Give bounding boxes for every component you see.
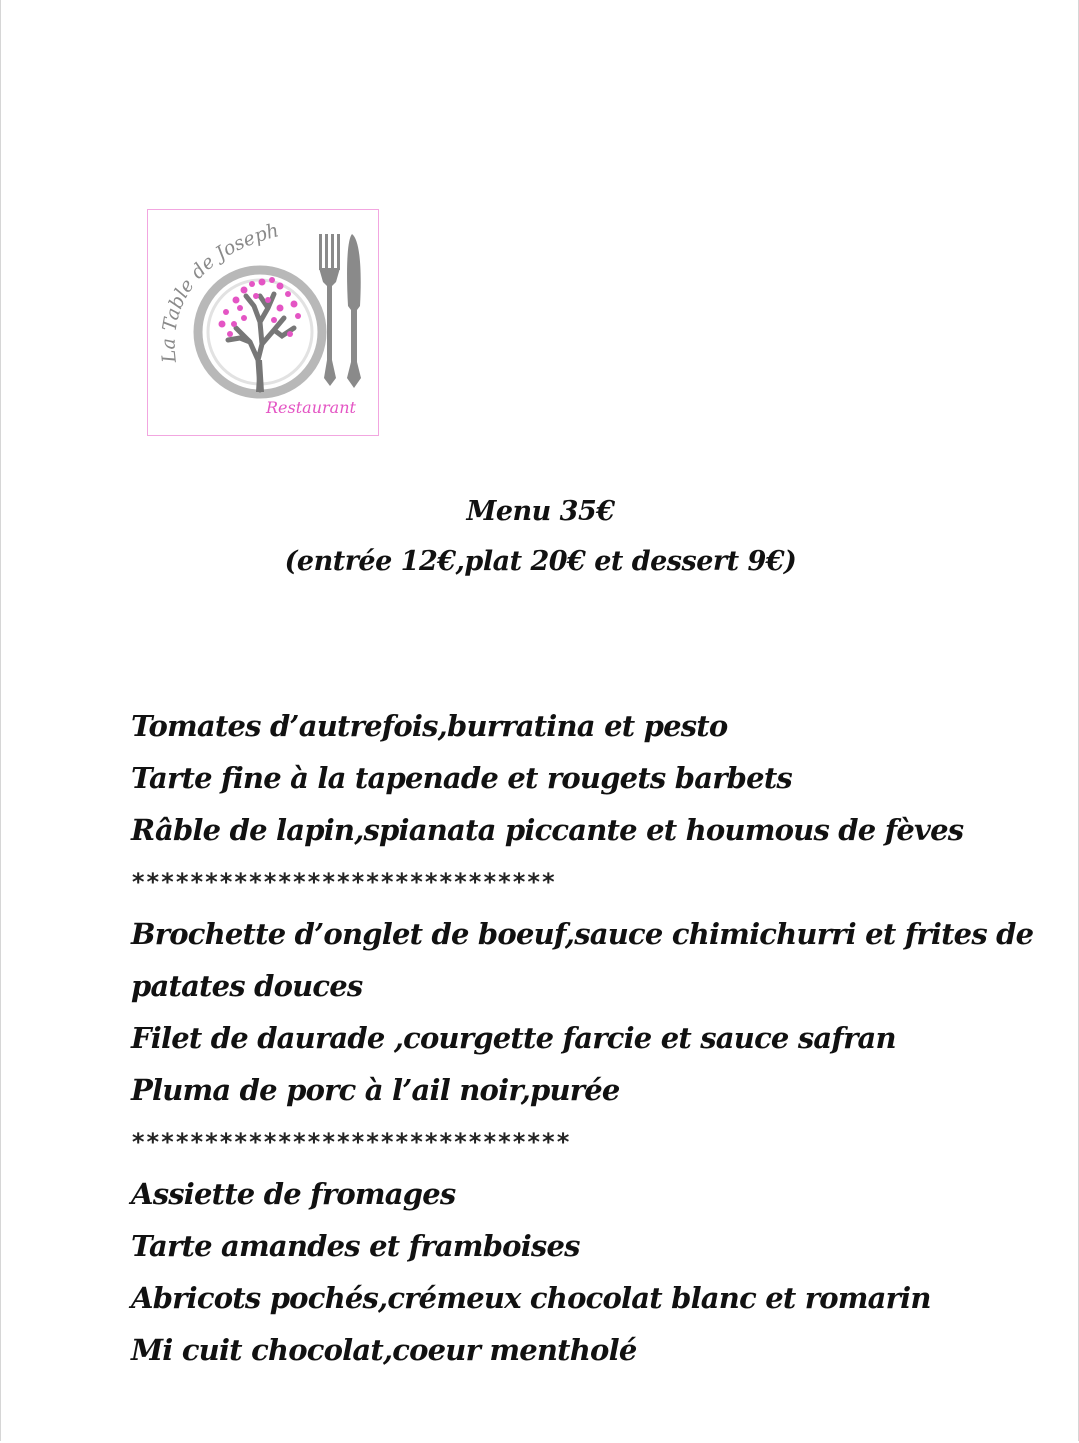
menu-title: Menu 35€ [466, 496, 615, 527]
dish-list [131, 700, 1034, 1376]
starter-item: Tarte fine à la tapenade et rougets barbets [131, 761, 792, 795]
restaurant-logo [147, 209, 379, 436]
logo-name: La Table de Joseph [157, 219, 282, 364]
main-item: Filet de daurade ,courgette farcie et sauce safran [131, 1021, 896, 1055]
starter-item: Râble de lapin,spianata piccante et houmous de fèves [131, 813, 964, 847]
logo-graphic [148, 210, 378, 435]
main-item: patates douces [131, 969, 363, 1003]
main-item: Brochette d’onglet de boeuf,sauce chimichurri et frites de [131, 917, 1034, 951]
starter-item: Tomates d’autrefois,burratina et pesto [131, 709, 728, 743]
dessert-item: Mi cuit chocolat,coeur mentholé [131, 1333, 637, 1367]
knife-icon [347, 234, 361, 388]
logo-subtitle: Restaurant [266, 398, 356, 417]
menu-prices: (entrée 12€,plat 20€ et dessert 9€) [284, 546, 797, 577]
main-item: Pluma de porc à l’ail noir,purée [131, 1073, 620, 1107]
course-separator: ***************************** [131, 868, 556, 896]
dessert-item: Abricots pochés,crémeux chocolat blanc et romarin [131, 1281, 931, 1315]
dessert-item: Assiette de fromages [131, 1177, 456, 1211]
dessert-item: Tarte amandes et framboises [131, 1229, 580, 1263]
course-separator: ****************************** [131, 1128, 571, 1156]
